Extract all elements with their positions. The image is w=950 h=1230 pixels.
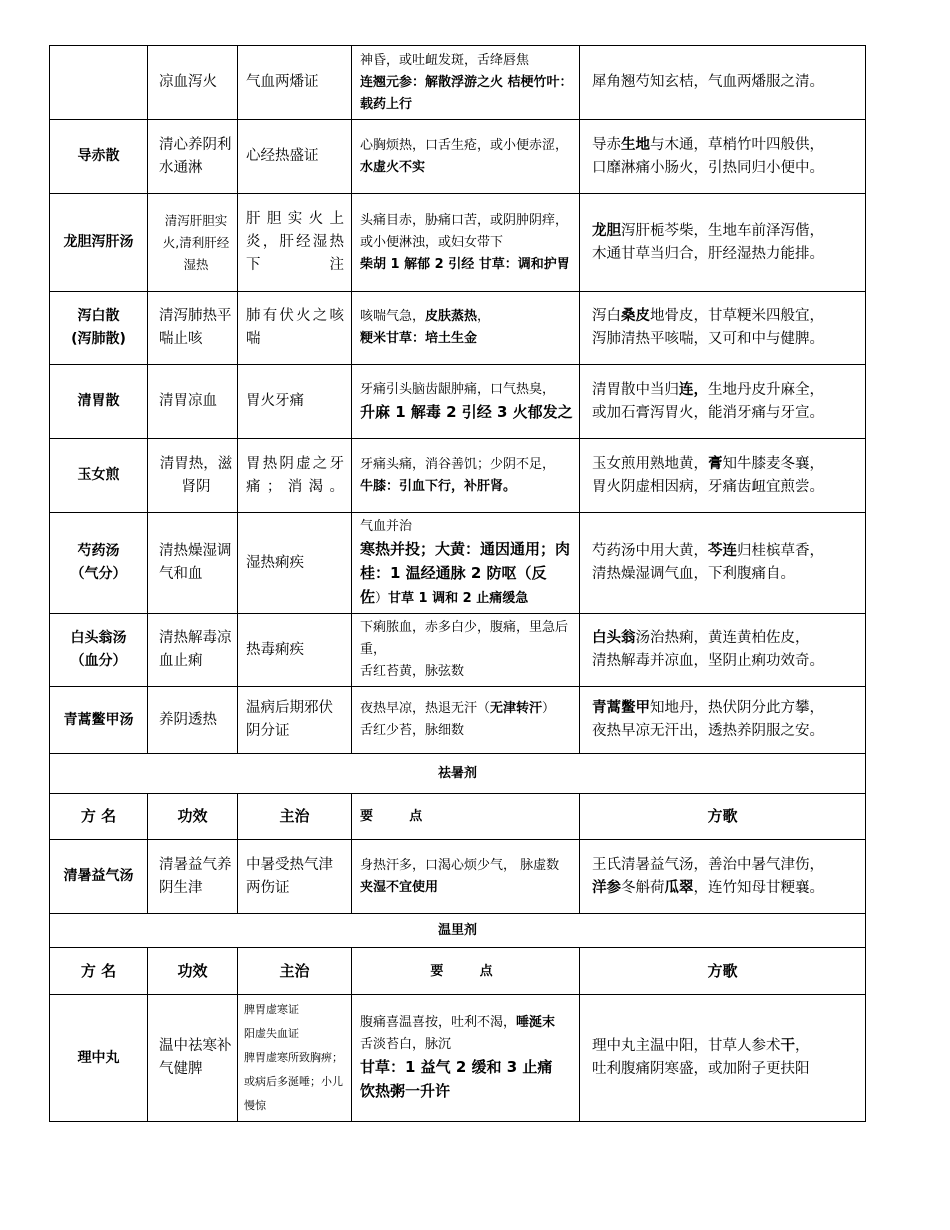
key-points-cell (352, 439, 580, 513)
table-row (50, 513, 866, 614)
formula-song-cell (580, 194, 866, 292)
table-row (50, 614, 866, 687)
key-points-cell (352, 46, 580, 120)
text-run: 清胃散中当归 (592, 381, 679, 398)
cell-line (360, 855, 573, 877)
efficacy-cell: 清热解毒凉血止痢 (148, 614, 238, 687)
indication-cell: 温病后期邪伏阴分证 (238, 687, 352, 754)
table-row (50, 365, 866, 439)
key-points-cell (352, 840, 580, 914)
header-name: 方 名 (50, 948, 148, 995)
formula-song-cell (580, 614, 866, 687)
indication-cell: 肝胆实火上炎，肝经湿热下注 (238, 194, 352, 292)
cell-line (360, 538, 573, 610)
efficacy-cell: 养阴透热 (148, 687, 238, 754)
bold-text: 水虚火不实 (360, 159, 426, 175)
cell-line (592, 328, 859, 351)
table-row (50, 687, 866, 754)
bold-text: 青蒿鳖甲 (592, 700, 650, 716)
text-run: 芍药汤中用大黄， (592, 543, 708, 559)
header-row (50, 794, 866, 840)
formula-song-cell (580, 292, 866, 365)
formula-song-cell (580, 439, 866, 513)
cell-line (592, 220, 859, 243)
text-run: 腹痛喜温喜按，吐利不渴， (360, 1015, 517, 1030)
text-run: 下痢脓血，赤多白少，腹痛，里急后重， (360, 620, 569, 657)
cell-line (360, 210, 573, 254)
indication-cell: 肺有伏火之咳喘 (238, 292, 352, 365)
header-key-points: 要 点 (352, 948, 580, 995)
text-run: 知牛膝麦冬襄， (722, 455, 824, 472)
formula-name (50, 513, 148, 614)
cell-line: 导赤散 (77, 148, 120, 164)
efficacy-cell: 清胃热，滋肾阴 (148, 439, 238, 513)
formula-name (50, 687, 148, 754)
formula-name (50, 365, 148, 439)
section-title-row (50, 914, 866, 948)
cell-line (592, 402, 859, 425)
bold-text: 连， (679, 381, 708, 398)
header-indication: 主治 (238, 948, 352, 995)
cell-line (592, 157, 859, 180)
text-run: 木通甘草当归合，肝经湿热力能排。 (592, 245, 824, 262)
cell-line (360, 1056, 573, 1080)
cell-line (360, 1034, 573, 1056)
cell-line (360, 306, 573, 328)
text-run: 冬斛荷 (621, 879, 665, 896)
cell-line (360, 401, 573, 425)
formula-song-cell (580, 365, 866, 439)
text-run: 舌红少苔，脉细数 (360, 723, 465, 738)
indication-cell: 中暑受热气津两伤证 (238, 840, 352, 914)
bold-text: 寒热并投；大黄：通因通用；肉桂：1 温经通脉 2 防呕（反佐 (360, 540, 571, 606)
cell-line (360, 516, 573, 538)
efficacy-cell: 清泻肺热平喘止咳 (148, 292, 238, 365)
bold-text: 唾涎末 (516, 1015, 556, 1030)
cell-line: 清胃散 (77, 393, 120, 409)
efficacy-cell: 清心养阴利水通淋 (148, 120, 238, 194)
bold-text: 龙胆 (592, 222, 621, 239)
text-run: 神昏，或吐衄发斑，舌绛唇焦 (360, 52, 530, 68)
text-run: 身热汗多，口渴心烦少气， 脉虚数 (360, 857, 560, 873)
bold-text: 皮肤蒸热 (425, 309, 478, 324)
formula-name (50, 194, 148, 292)
bold-text: 膏 (708, 455, 723, 472)
bold-text: 生地 (621, 136, 650, 153)
table-row (50, 840, 866, 914)
cell-line: （气分） (70, 566, 127, 582)
text-run: 夜热早凉无汗出，透热养阴服之安。 (592, 723, 824, 739)
key-points-cell (352, 687, 580, 754)
efficacy-cell: 凉血泻火 (148, 46, 238, 120)
cell-line (360, 254, 573, 276)
header-efficacy: 功效 (148, 794, 238, 840)
cell-line: 脾胃虚寒所致胸痹； (244, 1051, 343, 1064)
formula-name (50, 120, 148, 194)
cell-line: 青蒿鳖甲汤 (63, 711, 134, 728)
text-run: ， (477, 309, 491, 324)
bold-text: 洋参 (592, 879, 621, 896)
indication-cell: 湿热痢疾 (238, 513, 352, 614)
text-run: 导赤 (592, 136, 621, 153)
header-key-points: 要 点 (352, 794, 580, 840)
cell-line (360, 617, 573, 661)
text-run: 归桂槟草香， (737, 543, 824, 559)
cell-line (592, 305, 859, 328)
table-row (50, 439, 866, 513)
section-title: 祛暑剂 (50, 754, 866, 794)
cell-line: 理中丸 (77, 1049, 120, 1066)
cell-line (592, 540, 859, 563)
text-run: 犀角翘芍知玄桔，气血两燔服之清。 (592, 74, 824, 90)
text-run: 泻白 (592, 308, 621, 324)
bold-text: 瓜翠 (664, 879, 694, 896)
key-points-cell (352, 120, 580, 194)
header-row (50, 948, 866, 995)
formula-song-cell (580, 995, 866, 1122)
cell-line: 泻白散 (77, 308, 120, 324)
cell-line: 阳虚失血证 (244, 1027, 299, 1040)
bold-text: 干 (780, 1038, 795, 1054)
cell-line (592, 243, 859, 266)
text-run: 清热解毒并凉血，坚阴止痢功效奇。 (592, 653, 824, 669)
header-efficacy: 功效 (148, 948, 238, 995)
indication-cell: 心经热盛证 (238, 120, 352, 194)
text-run: ， (795, 1038, 810, 1054)
cell-line: （血分） (70, 653, 127, 669)
cell-line (360, 877, 573, 899)
formula-name (50, 840, 148, 914)
text-run: 胃火阴虚相因病，牙痛齿衄宜煎尝。 (592, 478, 824, 495)
formula-name (50, 614, 148, 687)
bold-text: 白头翁 (592, 630, 636, 646)
formula-name (50, 439, 148, 513)
text-run: 泻肝栀芩柴，生地车前泽泻偕， (621, 222, 824, 239)
formula-song-cell (580, 120, 866, 194)
text-run: ，连竹知母甘粳襄。 (693, 879, 824, 896)
formula-song-cell (580, 687, 866, 754)
cell-line (592, 379, 859, 402)
text-run: ） (542, 701, 556, 716)
cell-line (360, 454, 573, 476)
cell-line (360, 157, 573, 179)
cell-line (360, 476, 573, 498)
cell-line: 或病后多涎唾；小儿慢惊 (244, 1075, 343, 1112)
text-run: 或加石膏泻胃火，能消牙痛与牙宣。 (592, 404, 824, 421)
formula-name (50, 292, 148, 365)
cell-line (360, 328, 573, 350)
text-run: 牙痛头痛，消谷善饥；少阴不足， (360, 456, 556, 472)
text-run: 生地丹皮升麻全， (708, 381, 824, 398)
cell-line: 龙胆泻肝汤 (63, 234, 134, 250)
table-row (50, 120, 866, 194)
text-run: ） (375, 591, 389, 606)
text-run: 地骨皮，甘草粳米四般宜， (650, 308, 824, 324)
cell-line (360, 698, 573, 720)
cell-line (360, 72, 573, 116)
cell-line (592, 563, 859, 586)
section-title: 温里剂 (50, 914, 866, 948)
table-row (50, 995, 866, 1122)
text-run: 舌红苔黄，脉弦数 (360, 664, 465, 679)
bold-text: 升麻 1 解毒 2 引经 3 火郁发之 (360, 402, 573, 421)
formula-song-cell (580, 840, 866, 914)
table-row (50, 292, 866, 365)
key-points-cell (352, 292, 580, 365)
bold-text: 无津转汗 (490, 701, 543, 716)
bold-text: 夹湿不宜使用 (360, 879, 439, 895)
text-run: 清热燥湿调气血，下利腹痛自。 (592, 566, 795, 582)
bold-text: 粳米甘草：培土生金 (360, 331, 478, 346)
key-points-cell (352, 365, 580, 439)
text-run: 知地丹，热伏阴分此方攀， (650, 700, 824, 716)
text-run: 汤治热痢，黄连黄柏佐皮， (635, 630, 810, 646)
header-indication: 主治 (238, 794, 352, 840)
section-title-row (50, 754, 866, 794)
cell-line: 芍药汤 (77, 543, 120, 559)
indication-cell: 热毒痢疾 (238, 614, 352, 687)
cell-line: 清暑益气汤 (63, 868, 134, 884)
cell-line (592, 134, 859, 157)
formula-name (50, 46, 148, 120)
text-run: 气血并治 (360, 519, 413, 534)
cell-line (360, 50, 573, 72)
indication-cell: 胃火牙痛 (238, 365, 352, 439)
text-run: 头痛目赤，胁痛口苦，或阴肿阴痒，或小便淋浊，或妇女带下 (360, 212, 569, 250)
indication-cell (238, 995, 352, 1122)
header-name: 方 名 (50, 794, 148, 840)
text-run: 咳喘气急， (360, 309, 426, 324)
bold-text: 芩连 (708, 543, 737, 559)
efficacy-cell: 清暑益气养阴生津 (148, 840, 238, 914)
efficacy-cell: 温中祛寒补气健脾 (148, 995, 238, 1122)
header-song: 方歌 (580, 948, 866, 995)
cell-line (360, 379, 573, 401)
table-row (50, 194, 866, 292)
cell-line (592, 720, 859, 743)
bold-text: 甘草：1 益气 2 缓和 3 止痛 (360, 1058, 553, 1076)
text-run: 泻肺清热平咳喘，又可和中与健脾。 (592, 331, 824, 347)
text-run: 理中丸主温中阳，甘草人参术 (592, 1038, 781, 1054)
cell-line (360, 720, 573, 742)
cell-line (592, 476, 859, 499)
text-run: 夜热早凉，热退无汗（ (360, 701, 491, 716)
cell-line (592, 1035, 859, 1058)
cell-line (360, 1012, 573, 1034)
bold-text: 桑皮 (621, 308, 650, 324)
key-points-cell (352, 614, 580, 687)
text-run: 口靡淋痛小肠火，引热同归小便中。 (592, 159, 824, 176)
text-run: 舌淡苔白，脉沉 (360, 1037, 452, 1052)
text-run: 牙痛引头脑齿龈肿痛，口气热臭， (360, 381, 556, 397)
formula-name (50, 995, 148, 1122)
cell-line (360, 1080, 573, 1104)
cell-line: 白头翁汤 (70, 630, 127, 646)
cell-line: (泻肺散) (71, 331, 126, 347)
cell-line (592, 650, 859, 673)
efficacy-cell: 清热燥湿调气和血 (148, 513, 238, 614)
indication-cell: 胃热阴虚之牙痛；消渴。 (238, 439, 352, 513)
cell-line (360, 135, 573, 157)
bold-text: 饮热粥一升许 (360, 1082, 451, 1100)
cell-line (360, 661, 573, 683)
bold-text: 连翘元参：解散浮游之火 桔梗竹叶：载药上行 (360, 74, 573, 112)
table-row (50, 46, 866, 120)
key-points-cell (352, 513, 580, 614)
key-points-cell (352, 995, 580, 1122)
cell-line (592, 627, 859, 650)
formula-song-cell (580, 513, 866, 614)
text-run: 与木通，草梢竹叶四般供， (650, 136, 824, 153)
cell-line (592, 697, 859, 720)
cell-line (592, 71, 859, 94)
efficacy-cell: 清胃凉血 (148, 365, 238, 439)
efficacy-cell: 清泻肝胆实火,清利肝经湿热 (148, 194, 238, 292)
text-run: 心胸烦热，口舌生疮，或小便赤涩， (360, 137, 569, 153)
cell-line (592, 854, 859, 877)
header-song: 方歌 (580, 794, 866, 840)
bold-text: 牛膝：引血下行，补肝肾。 (360, 478, 517, 494)
text-run: 吐利腹痛阴寒盛，或加附子更扶阳 (592, 1061, 810, 1077)
indication-cell: 气血两燔证 (238, 46, 352, 120)
formula-table (49, 45, 866, 1122)
cell-line (592, 877, 859, 900)
text-run: 玉女煎用熟地黄， (592, 455, 708, 472)
bold-text: 甘草 1 调和 2 止痛缓急 (388, 591, 529, 606)
text-run: 王氏清暑益气汤，善治中暑气津伤， (592, 856, 824, 873)
cell-line: 玉女煎 (77, 467, 120, 483)
cell-line (592, 1058, 859, 1081)
key-points-cell (352, 194, 580, 292)
bold-text: 柴胡 1 解郁 2 引经 甘草：调和护胃 (360, 256, 570, 272)
cell-line (592, 453, 859, 476)
cell-line: 脾胃虚寒证 (244, 1003, 299, 1016)
formula-song-cell (580, 46, 866, 120)
